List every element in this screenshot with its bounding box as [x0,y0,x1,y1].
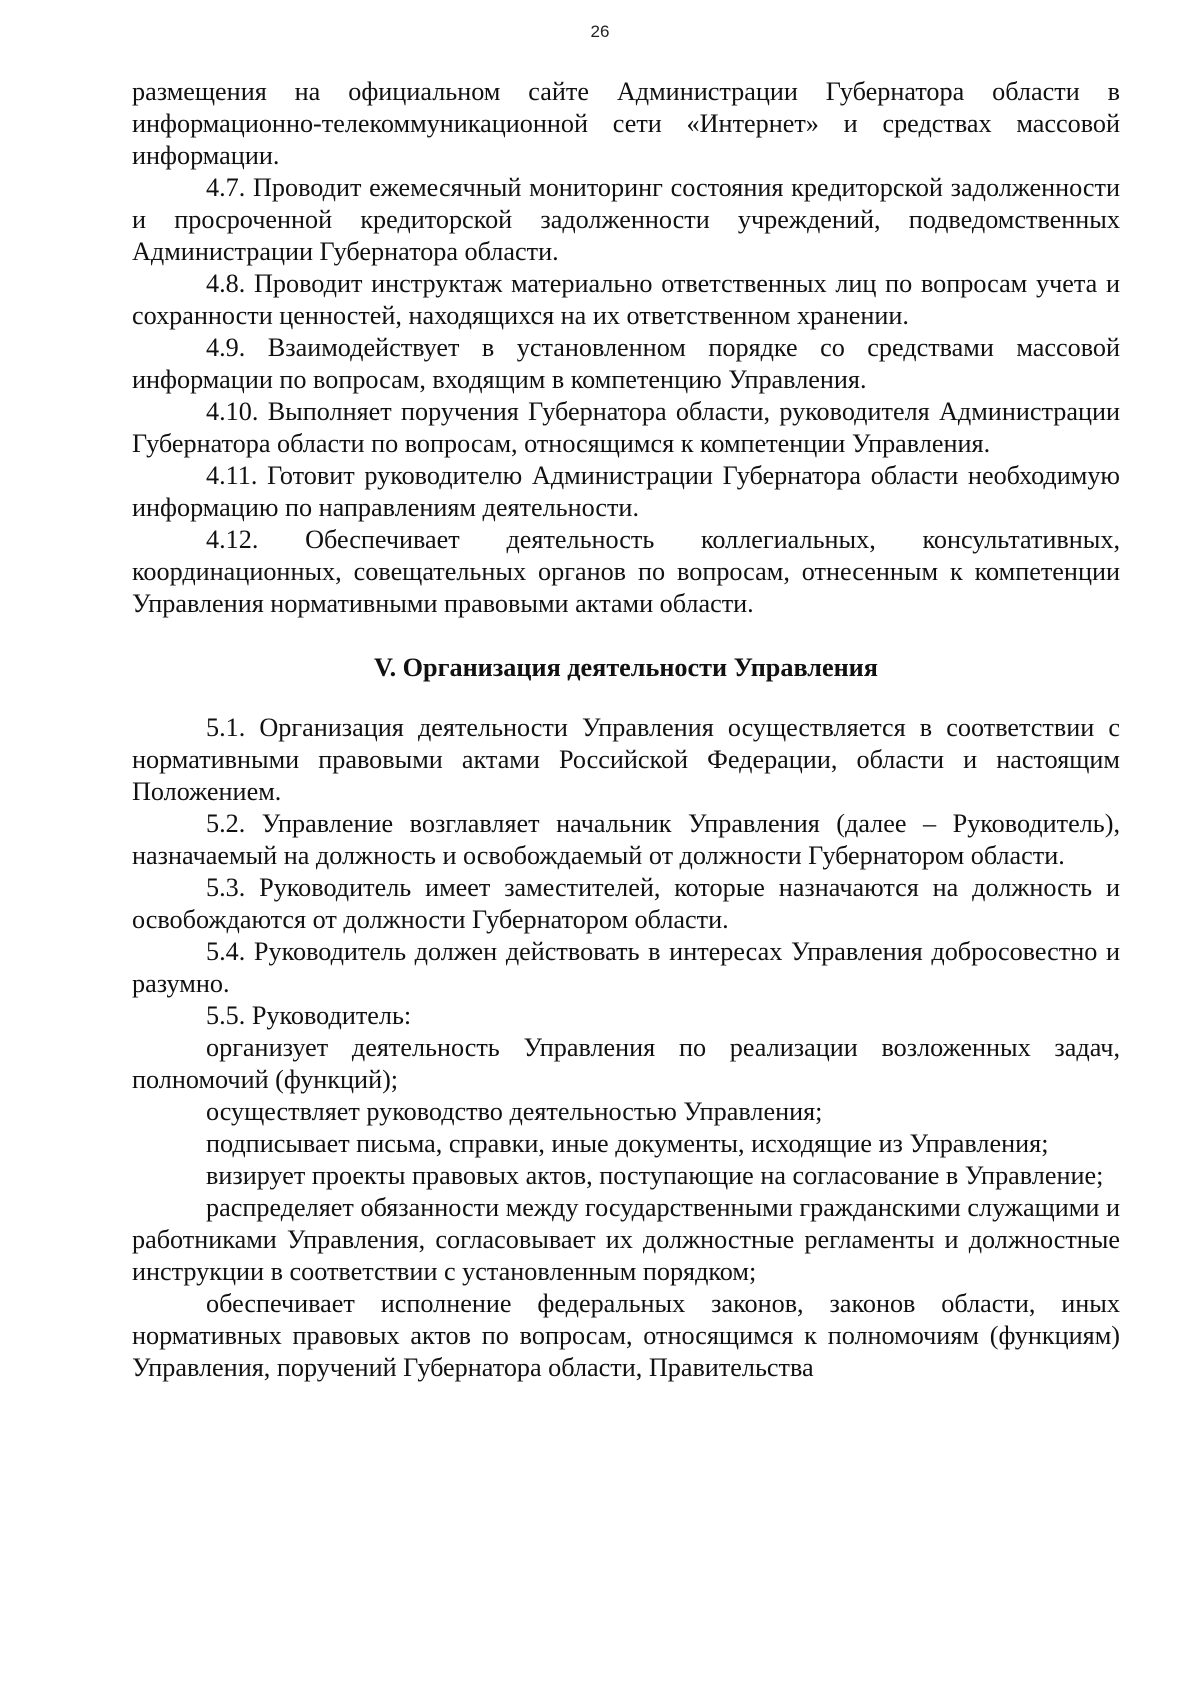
list-item: обеспечивает исполнение федеральных законов, законов области, иных нормативных правовых актов по вопросам, относящимся к полномочиям (функциям) Управления, поручений Губернатора области, Правительства [132,1289,1120,1382]
list-item: подписывает письма, справки, иные документы, исходящие из Управления; [206,1129,1049,1158]
section-5 [132,712,1120,1384]
paragraph-5-1: 5.1. Организация деятельности Управления осуществляется в соответствии с нормативными правовыми актами Российской Федерации, области и настоящим Положением. [132,713,1120,806]
paragraph-5-2: 5.2. Управление возглавляет начальник Управления (далее – Руководитель), назначаемый на должность и освобождаемый от должности Губернатором области. [132,809,1120,870]
list-item: визирует проекты правовых актов, поступающие на согласование в Управление; [206,1161,1104,1190]
paragraph-4-12: 4.12. Обеспечивает деятельность коллегиальных, консультативных, координационных, совещательных органов по вопросам, отнесенным к компетенции Управления нормативными правовыми актами области. [132,525,1120,618]
paragraph: размещения на официальном сайте Администрации Губернатора области в информационно-телекоммуникационной сети «Интернет» и средствах массовой информации. [132,77,1120,170]
paragraph-4-9: 4.9. Взаимодействует в установленном порядке со средствами массовой информации по вопросам, входящим в компетенцию Управления. [132,333,1120,394]
document-body [132,76,1120,1384]
page-number: 26 [590,22,610,41]
list-item: организует деятельность Управления по реализации возложенных задач, полномочий (функций); [132,1033,1120,1094]
paragraph-5-5: 5.5. Руководитель: [206,1001,412,1030]
paragraph-5-4: 5.4. Руководитель должен действовать в интересах Управления добросовестно и разумно. [132,937,1120,998]
paragraph-4-8: 4.8. Проводит инструктаж материально ответственных лиц по вопросам учета и сохранности ценностей, находящихся на их ответственном хранении. [132,269,1120,330]
list-item: распределяет обязанности между государственными гражданскими служащими и работниками Управления, согласовывает их должностные регламенты и должностные инструкции в соответствии с установленным порядком; [132,1193,1120,1286]
paragraph-5-3: 5.3. Руководитель имеет заместителей, которые назначаются на должность и освобождаются от должности Губернатором области. [132,873,1120,934]
paragraph-4-11: 4.11. Готовит руководителю Администрации Губернатора области необходимую информацию по направлениям деятельности. [132,461,1120,522]
paragraph-4-7: 4.7. Проводит ежемесячный мониторинг состояния кредиторской задолженности и просроченной кредиторской задолженности учреждений, подведомственных Администрации Губернатора области. [132,173,1120,266]
section-heading: V. Организация деятельности Управления [374,653,878,682]
paragraph-4-10: 4.10. Выполняет поручения Губернатора области, руководителя Администрации Губернатора области по вопросам, относящимся к компетенции Управления. [132,397,1120,458]
section-4-continuation [132,76,1120,620]
list-item: осуществляет руководство деятельностью Управления; [206,1097,823,1126]
